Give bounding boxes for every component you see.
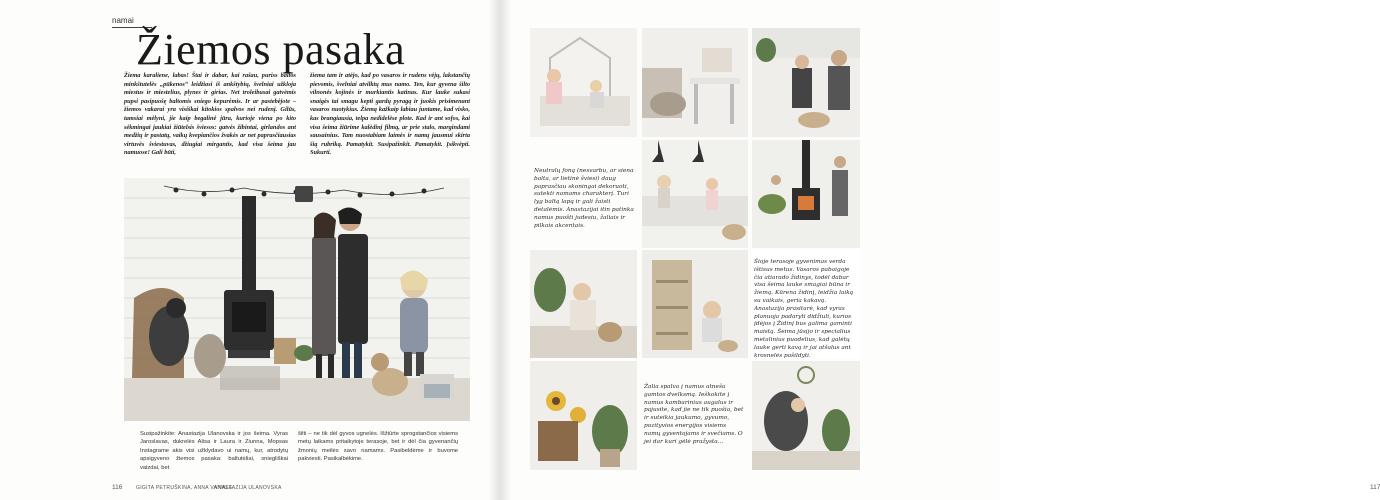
note-terrace-life: Šioje terasoje gyvenimas verda ištisus metus. Vasaros pabaigoje čia atiarado židinys, todėl dabar visa šeima lauke smagiai būna ir žiemą. Kūrena židinį, leidžia laiką su vaikais, geria kakavą. Anastazija prasitarė, kad vyras planuoja padaryti didžiuli, kurios įdėjos į Židinį bus galima gaminti maistą. Šeima jūsijo ir specialius metalinius puodelius, kad galėtų lauke gerti kavą ir jai atšalus ant krosnelės pašildyti. xyxy=(754,259,854,359)
photo-sunflowers-plants xyxy=(530,361,637,470)
caption-column-2: šilti – ne tik dėl gyvos ugnelės. Išžiūrte sprogstančios visiems metų laikams pritaikytoje terasoje, bet ir dėl čia gyvenančių žmonių meilės savo namams. Pasibeldėme ir buvome pakviesti. Pasikalbėkime. xyxy=(298,431,458,463)
photo-fireplace-girls xyxy=(752,140,860,248)
photo-shelves-toys xyxy=(642,250,748,358)
photo-kids-playroom xyxy=(530,28,637,137)
photo-swing-chair xyxy=(752,361,860,470)
credit-photo: ANASTAZIJA ULANOVSKA xyxy=(214,485,282,491)
photo-kitchen-kids xyxy=(642,140,748,248)
lead-column-2: žiema tam ir atėjo, kad po vasaros ir rudens vėjų, lakstančių pievomis, švelniai atvilktų mus namo. Ten, kur gyvena šilto vilnonės kojinės ir murkiantis katinas. Kur lauke sukasi snaigės tai smagu kepti gardų pyragą ir juokis prisimenant vasaros nuotykius. Žiemą kažkaip labiau juntame, kad visko, kas brangiausia, telpa nedidelėse plote. Kad ir ant sofos, kai visa šeima žiūrime kalėdinį filmą, ar prie stalo, margindami sausainius. Tam nuostabiam laimės ir namų jausmui skirta šią rubriką. Pamatykit. Susipažinkit. Pamatykit. Įsikvėpti. Sukurti. xyxy=(310,72,470,157)
photo-girl-with-teddy xyxy=(530,250,637,358)
caption-column-1: Susipažinkite: Anastazija Ulanovska ir jos šeima. Vyras Jaroslavas, dukrelės Alisa ir Laura ir Ziunna, Mopsas Instagrame akis visi užklydavo ui namų, kur, atrodytų apsigyveno žiemos pasaka: baltutėliai, sniegliškai vaizdai, bet xyxy=(140,431,288,471)
page-number-left: 116 xyxy=(112,484,123,491)
left-page xyxy=(0,0,500,500)
photo-kitchen-chair xyxy=(642,28,748,137)
section-label: namai xyxy=(112,16,134,25)
note-green-color: Žalia spalva į namus atneša gamtos dvelksmą. Ieškokite į namus kambarinius augalus ir pajusite, kad jie ne tik puošia, bet ir suteikia jaukumo, gyvumo, pozityvios energijos visiems namų gyventojams ir svečiams. O jei dar kuri gėlė pražysta… xyxy=(644,384,744,445)
article-title: Žiemos pasaka xyxy=(136,25,406,74)
main-terrace-photo xyxy=(124,178,470,421)
note-neutral-background: Neutralų foną (nesvarbu, ar siena balta, ar lietinė šviesi) daug paprasčiau skoningai dekoruoti, sutekti namams charakterį. Turi lyg baltą lapą ir gali žaisti detalėmis. Anastazijai itin patinka namus puošti judesiu, žaliais ir pilkais akcentais. xyxy=(534,168,634,229)
credit-text: GIGITA PETRUŠKINA, ANNA VAIVALE xyxy=(136,485,233,491)
photo-family-dog xyxy=(752,28,860,137)
lead-column-1: Žiema karaliene, labas! Štai ir dabar, kai rašau, puriss baltos minkštutelės „pūkenos“ leidžiasi iš ankštybių, švelniai užkloja miestus ir miestelius, plynes ir girias. Net troleibusai gatvėmis pupsi pasipuošę baltomis sniego kepurėmis. Ir ar pastebėjote – žiemos vakarai yra visiškai kitokios spalvos nei rudenį. Gilūs, tamsiai mėlyni, jie kaip begalinė jūra, kurioje viena po kito sėkmingai jaukiai žiūtelsis šviesos: gatvės žibintai, girlandos ant medžių ir pastatų, vaikų kvepiančios žvakės ar net paprasčiausias virtuvės šviestuvas, džiugiai mirgantis, kad visa šeima jau namuose! Gali būti, xyxy=(124,72,296,157)
page-number-right: 117 xyxy=(1370,484,1380,491)
spine-shadow xyxy=(488,0,512,500)
